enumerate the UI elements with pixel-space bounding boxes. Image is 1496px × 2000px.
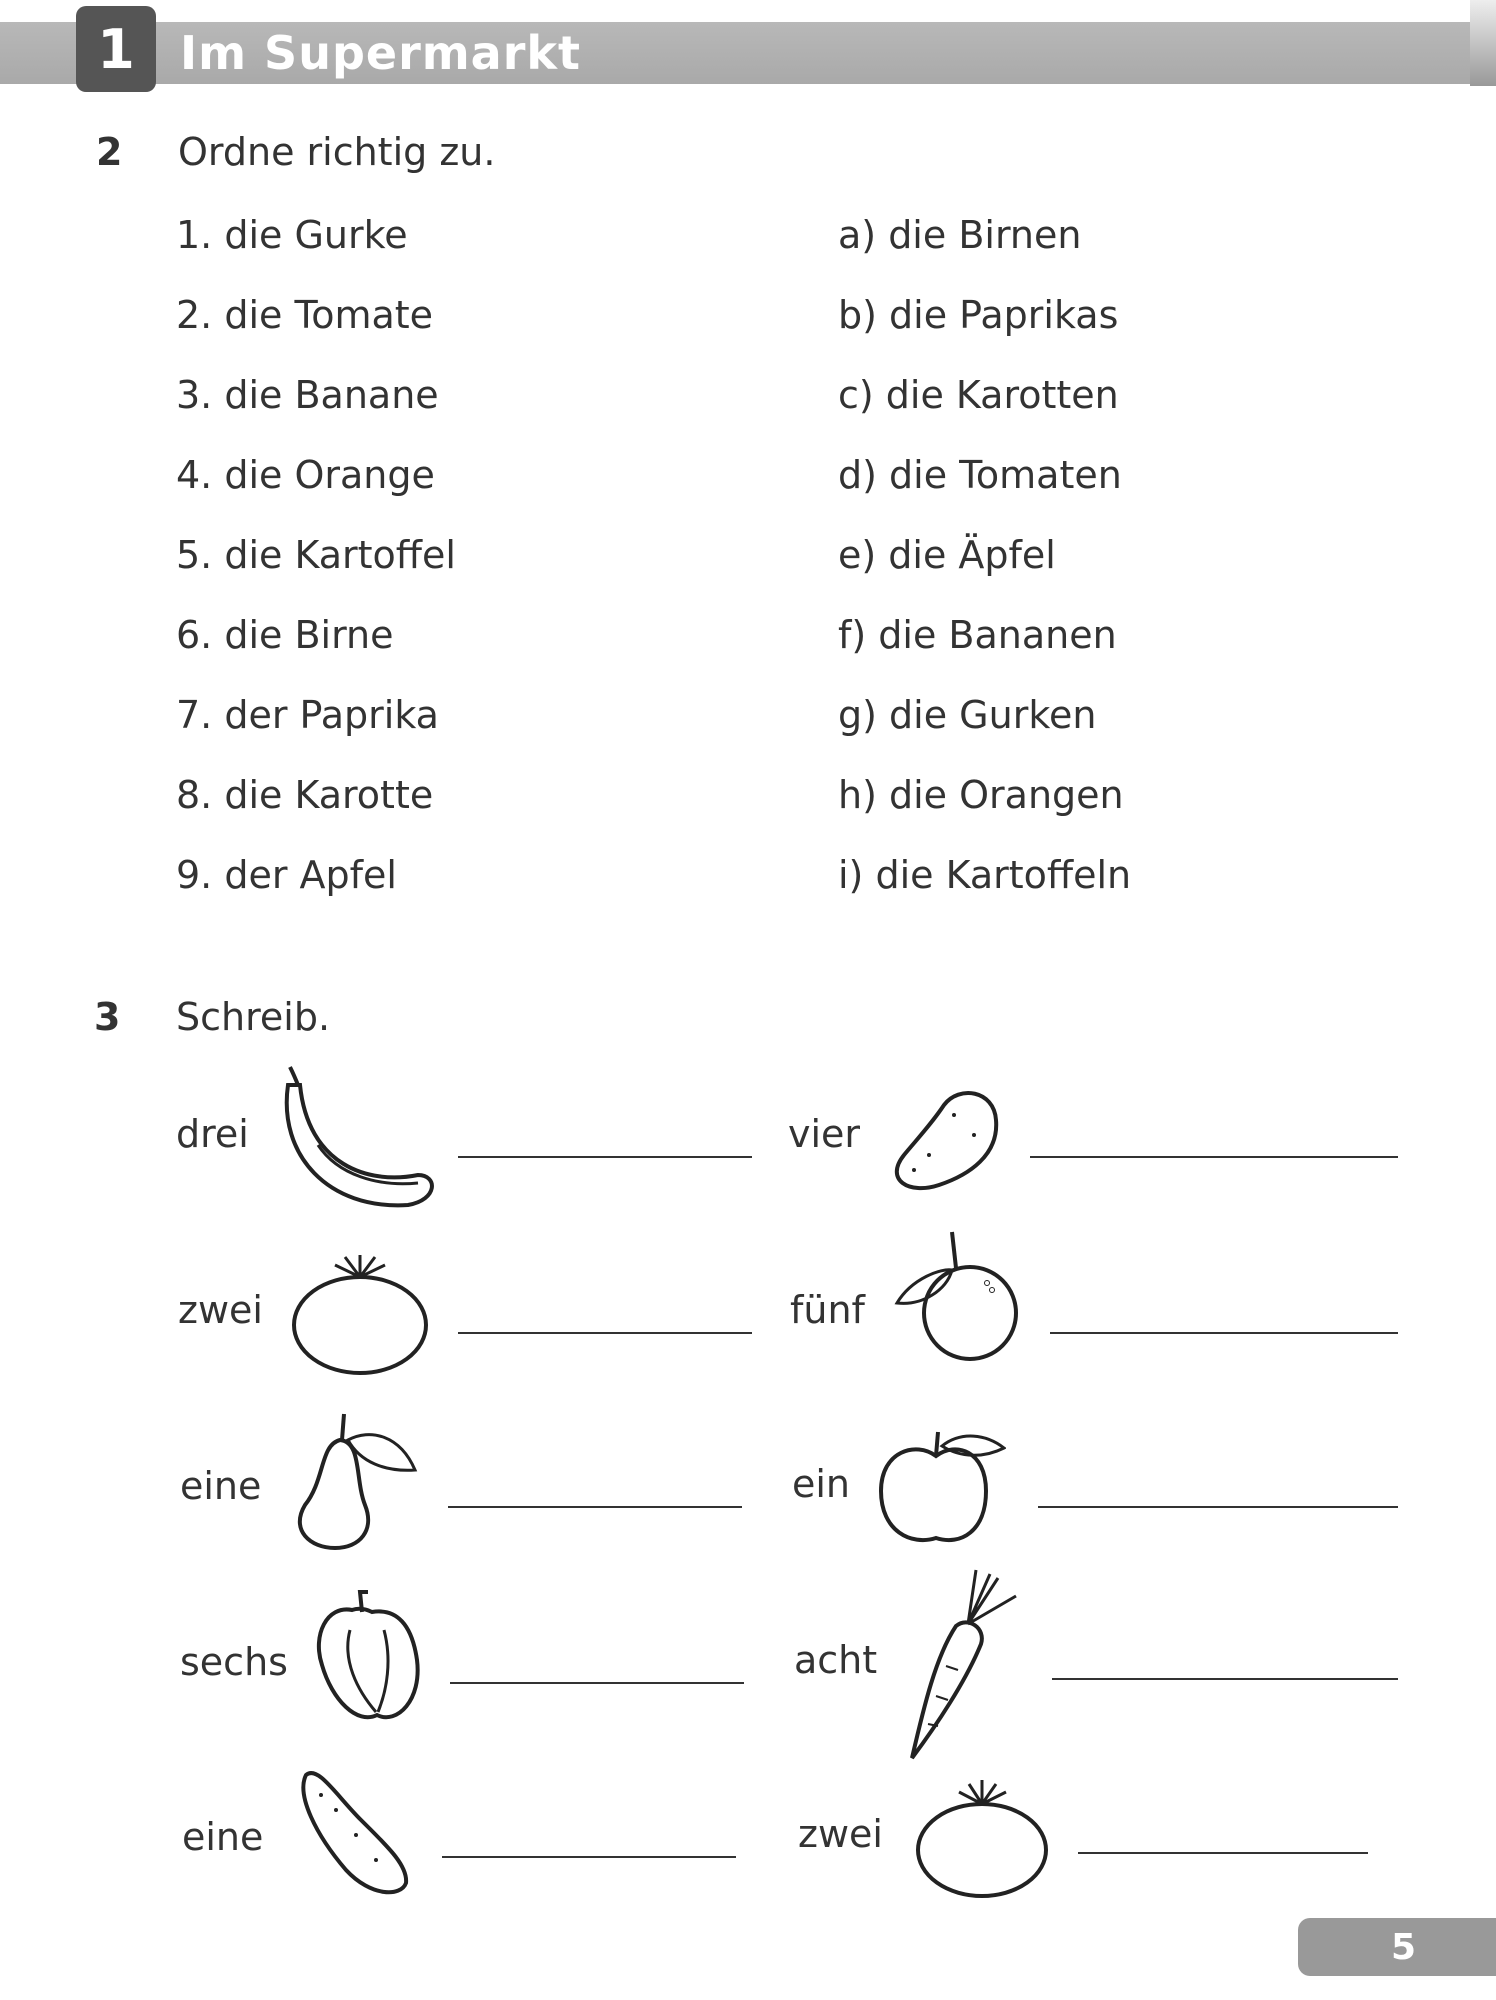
match-right-item: d) die Tomaten (838, 453, 1122, 497)
corner-tab (1470, 0, 1496, 86)
count-word: drei (176, 1112, 249, 1156)
page-title: Im Supermarkt (180, 26, 581, 80)
match-left-item: 2. die Tomate (176, 293, 434, 337)
tomato-icon (914, 1770, 1050, 1900)
match-right-item: f) die Bananen (838, 613, 1117, 657)
carrot-icon (906, 1566, 1026, 1762)
answer-line[interactable] (1038, 1506, 1398, 1508)
match-right-item: b) die Paprikas (838, 293, 1119, 337)
answer-line[interactable] (458, 1156, 752, 1158)
count-word: acht (794, 1638, 878, 1682)
orange-icon (892, 1228, 1022, 1363)
exercise-3-instruction: Schreib. (176, 995, 331, 1039)
match-left-item: 4. die Orange (176, 453, 435, 497)
answer-line[interactable] (1050, 1332, 1398, 1334)
answer-line[interactable] (1030, 1156, 1398, 1158)
count-word: zwei (798, 1812, 883, 1856)
match-right-item: h) die Orangen (838, 773, 1124, 817)
match-right-item: g) die Gurken (838, 693, 1097, 737)
count-word: zwei (178, 1288, 263, 1332)
pepper-icon (312, 1590, 424, 1730)
pear-icon (290, 1410, 420, 1550)
answer-line[interactable] (1052, 1678, 1398, 1680)
answer-line[interactable] (442, 1856, 736, 1858)
apple-icon (876, 1426, 1006, 1551)
exercise-2-instruction: Ordne richtig zu. (178, 130, 496, 174)
page-number: 5 (1298, 1918, 1496, 1976)
exercise-2-number: 2 (96, 130, 123, 174)
banana-icon (278, 1065, 438, 1215)
answer-line[interactable] (450, 1682, 744, 1684)
match-right-item: e) die Äpfel (838, 533, 1056, 577)
match-left-item: 6. die Birne (176, 613, 394, 657)
match-right-item: i) die Kartoffeln (838, 853, 1132, 897)
match-right-item: a) die Birnen (838, 213, 1082, 257)
exercise-3-number: 3 (94, 995, 121, 1039)
match-left-item: 8. die Karotte (176, 773, 434, 817)
tomato-icon (290, 1245, 430, 1375)
match-left-item: 5. die Kartoffel (176, 533, 456, 577)
answer-line[interactable] (458, 1332, 752, 1334)
unit-number-badge: 1 (76, 6, 156, 92)
match-left-item: 9. der Apfel (176, 853, 397, 897)
match-left-item: 1. die Gurke (176, 213, 408, 257)
count-word: sechs (180, 1640, 288, 1684)
match-right-item: c) die Karotten (838, 373, 1119, 417)
count-word: vier (788, 1112, 861, 1156)
answer-line[interactable] (448, 1506, 742, 1508)
potato-icon (884, 1085, 1004, 1195)
cucumber-icon (296, 1765, 416, 1900)
answer-line[interactable] (1078, 1852, 1368, 1854)
match-left-item: 3. die Banane (176, 373, 439, 417)
count-word: eine (180, 1464, 262, 1508)
count-word: fünf (790, 1288, 865, 1332)
count-word: eine (182, 1815, 264, 1859)
count-word: ein (792, 1462, 851, 1506)
match-left-item: 7. der Paprika (176, 693, 439, 737)
